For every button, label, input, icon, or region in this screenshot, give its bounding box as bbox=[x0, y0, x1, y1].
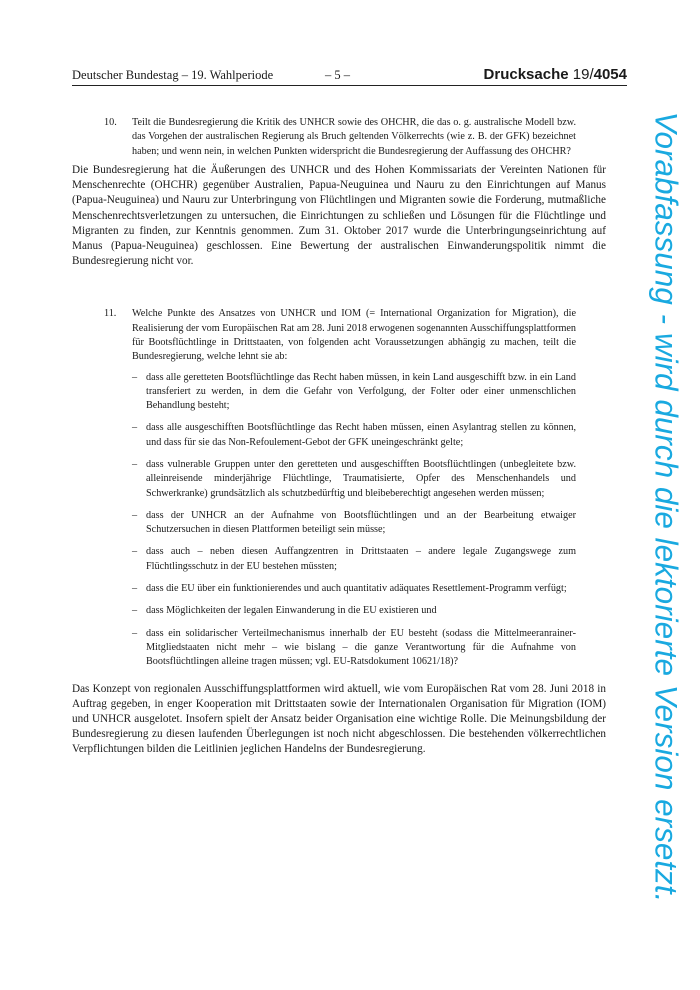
question-11 bbox=[72, 307, 606, 669]
question-11-text: Welche Punkte des Ansatzes von UNHCR und IOM (= International Organization for Migration), die Realisierung der vom Europäischen Rat am 28. Juni 2018 erwogenen sogenannten Ausschiffungsplattformen für Bootsflüchtlinge in Drittstaaten, von folgenden acht Voraussetzungen abhängig zu machen, teilt die Bundesregierung, welche lehnt sie ab: bbox=[132, 308, 577, 363]
header-rule bbox=[72, 85, 627, 86]
watermark bbox=[636, 112, 696, 902]
question-11-list bbox=[132, 371, 576, 670]
list-item: – dass die EU über ein funktionierendes und auch quantitativ adäquates Resettlement-Programm verfügt; bbox=[132, 583, 567, 595]
question-10-text: Teilt die Bundesregierung die Kritik des UNHCR sowie des OHCHR, die das o. g. australische Modell bzw. das Vorgehen der australischen Regierung als Bruch geltenden Völkerrechts (wie z. B. der GFK) bezeichnet haben; und wenn nein, in welchen Punkten widerspricht die Bundesregierung der Auffassung des OHCHR? bbox=[132, 117, 576, 157]
document-id: 19/4054 bbox=[572, 66, 627, 83]
list-item: – dass vulnerable Gruppen unter den geretteten und ausgeschifften Bootsflüchtlingen (unbegleitete bzw. alleinreisende minderjährige Flüchtlinge, Traumatisierte, Opfer des Menschenhandels und Schwerkranke) grundsätzlich als schutzbedürftig und bleibeberechtigt angesehen werden müssen; bbox=[132, 458, 576, 499]
list-item: – dass alle ausgeschifften Bootsflüchtlinge das Recht haben müssen, einen Asylantrag stellen zu können, und dass für sie das Non-Refoulement-Gebot der GFK uneingeschränkt gelte; bbox=[132, 422, 576, 448]
header-parliament: Deutscher Bundestag – 19. Wahlperiode bbox=[72, 68, 274, 82]
document-number bbox=[484, 66, 627, 83]
question-11-number: 11. bbox=[104, 308, 117, 320]
list-item: – dass Möglichkeiten der legalen Einwanderung in die EU existieren und bbox=[132, 605, 437, 617]
answer-11: Das Konzept von regionalen Ausschiffungsplattformen wird aktuell, wie vom Europäischen Rat vom 28. Juni 2018 in Auftrag gegeben, in enger Kooperation mit Drittstaaten sowie der Internationalen Organisation für Migration (IOM) und UNHCR ausgelotet. Insofern spielt der Ansatz beider Organisation eine wichtige Rolle. Die Meinungsbildung der Bundesregierung zu diesen laufenden Überlegungen ist noch nicht abgeschlossen. Die bestehenden völkerrechtlichen Verpflichtungen bilden die Leitlinien jeglichen Handelns der Bundesregierung. bbox=[72, 682, 606, 756]
page-body bbox=[72, 116, 606, 769]
list-item: – dass der UNHCR an der Aufnahme von Bootsflüchtlingen und an der Bearbeitung etwaiger Schutzersuchen in diesen Plattformen beteiligt sein müsse; bbox=[132, 509, 576, 536]
watermark-text: Vorabfassung - wird durch die lektorierte Version ersetzt. bbox=[648, 112, 685, 902]
document-label: Drucksache bbox=[483, 66, 569, 83]
list-item: – dass alle geretteten Bootsflüchtlinge das Recht haben müssen, in kein Land ausgeschifft bzw. in ein Land transferiert zu werden, in dem die Gefahr von Verfolgung, der Folter oder einer unmenschlichen Behandlung besteht; bbox=[132, 371, 576, 412]
answer-10: Die Bundesregierung hat die Äußerungen des UNHCR und des Hohen Kommissariats der Vereinten Nationen für Menschenrechte (OHCHR) gegenüber Australien, Papua-Neuguinea und Nauru zu den Einrichtungen auf Manus (Papua-Neuguinea) und Nauru zur Unterbringung von Flüchtlingen und Migranten sowie die Forderung, mutmaßliche Menschenrechtsverletzungen zu untersuchen, die Einrichtungen zu schließen und Lösungen für die Flüchtlinge und Migranten zu finden, zur Kenntnis genommen. Zum 31. Oktober 2017 wurde die Unterbringungseinrichtung auf Manus (Papua-Neuguinea) geschlossen. Eine Bewertung der australischen Einwanderungspolitik nimmt die Bundesregierung nicht vor. bbox=[72, 163, 606, 268]
page-header bbox=[72, 68, 627, 84]
list-item: – dass auch – neben diesen Auffangzentren in Drittstaaten – andere legale Zugangswege zum Flüchtlingsschutz in der EU bestehen müssten; bbox=[132, 546, 576, 572]
question-10-number: 10. bbox=[104, 117, 117, 128]
question-10 bbox=[72, 116, 606, 159]
list-item: – dass ein solidarischer Verteilmechanismus innerhalb der EU besteht (sodass die Mittelmeeranrainer-Mitgliedstaaten nicht mehr – wie bislang – die ganze Verantwortung für die Aufnahme von Bootsflüchtlingen alleine tragen müssen; vgl. EU-Ratsdokument 10621/18)? bbox=[132, 627, 576, 668]
page-number: – 5 – bbox=[325, 68, 350, 82]
